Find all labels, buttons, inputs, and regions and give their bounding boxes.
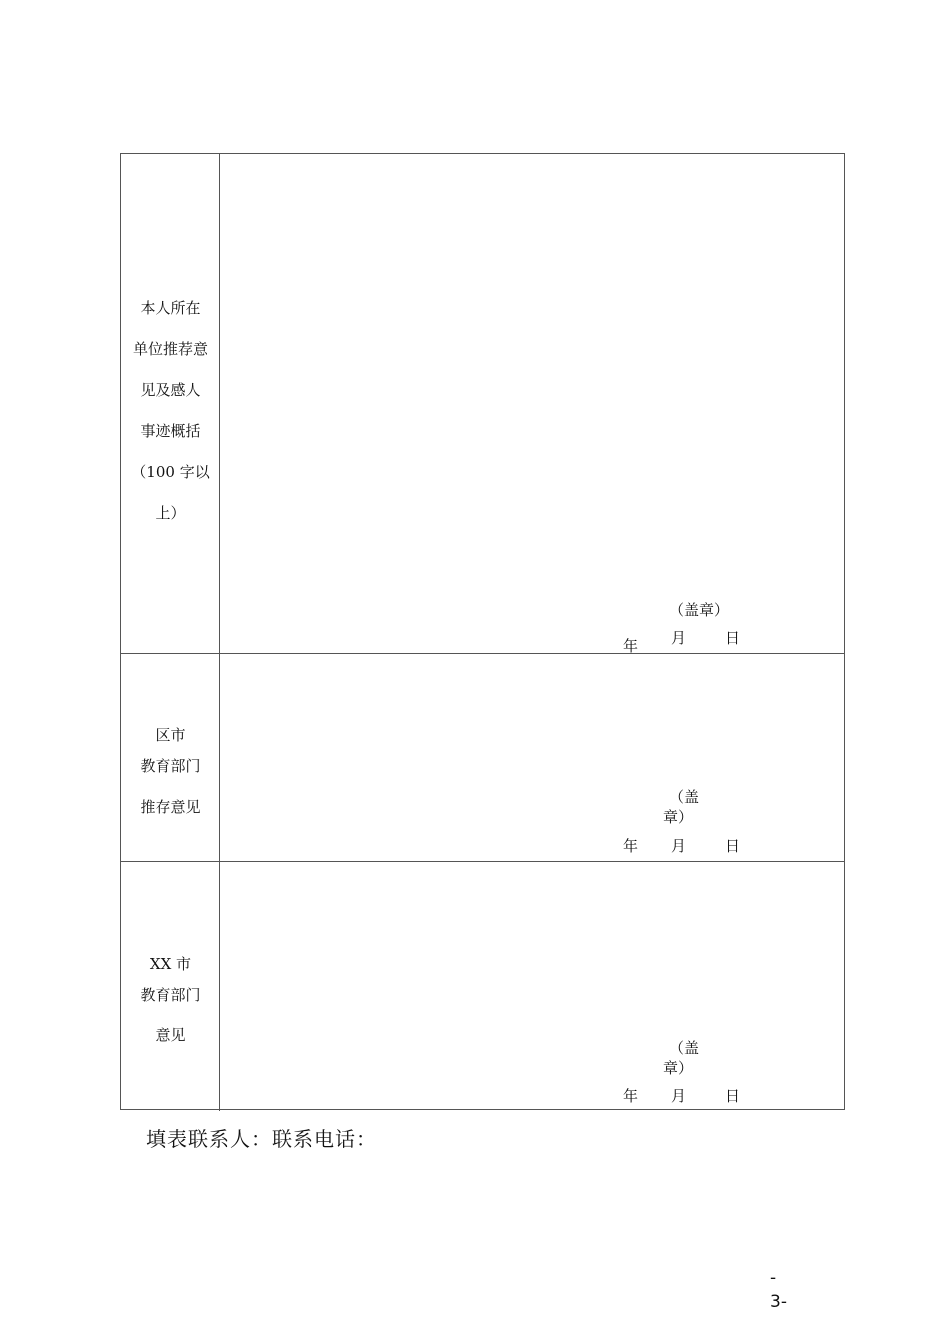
row-label-line: 区市 (155, 726, 186, 744)
date-month-label: 月 (671, 837, 687, 855)
unit-recommendation-row (121, 154, 844, 654)
seal-label: 章） (663, 808, 694, 826)
city-education-row (121, 861, 844, 1111)
unit-recommendation-content-cell (220, 154, 844, 653)
date-month-label: 月 (671, 629, 687, 647)
district-education-label-cell (121, 653, 220, 861)
seal-label: （盖 (669, 788, 700, 806)
contact-line: 填表联系人：联系电话： (146, 1127, 377, 1151)
date-month-label: 月 (671, 1087, 687, 1105)
row-label-line: 推存意见 (140, 798, 201, 816)
page-number: - 3- (770, 1268, 787, 1312)
city-education-label-cell (121, 861, 220, 1111)
date-day-label: 日 (725, 629, 741, 647)
row-label-line: （100 字以 (131, 463, 210, 481)
row-label-line: 本人所在 (140, 299, 201, 317)
row-label-line: 单位推荐意 (132, 340, 208, 358)
district-education-content-cell (220, 653, 844, 861)
seal-label: 章） (663, 1059, 694, 1077)
district-education-row (121, 653, 844, 862)
city-education-content-cell (220, 861, 844, 1111)
unit-recommendation-label-cell (121, 154, 220, 653)
seal-label: （盖 (669, 1039, 700, 1057)
row-label-line: 上） (155, 504, 186, 522)
seal-label: （盖章） (669, 601, 730, 619)
date-day-label: 日 (725, 837, 741, 855)
date-year-label: 年 (623, 837, 639, 855)
row-label-line: 见及感人 (140, 381, 201, 399)
date-year-label: 年 (623, 1087, 639, 1105)
row-label-line: 教育部门 (140, 757, 201, 775)
row-label-line: 事迹概括 (140, 422, 201, 440)
row-label-line: XX 市 (149, 955, 192, 973)
date-day-label: 日 (725, 1087, 741, 1105)
row-label-line: 教育部门 (140, 986, 201, 1004)
date-year-label: 年 (623, 637, 639, 655)
row-label-line: 意见 (155, 1026, 186, 1044)
recommendation-form-table (120, 153, 845, 1110)
